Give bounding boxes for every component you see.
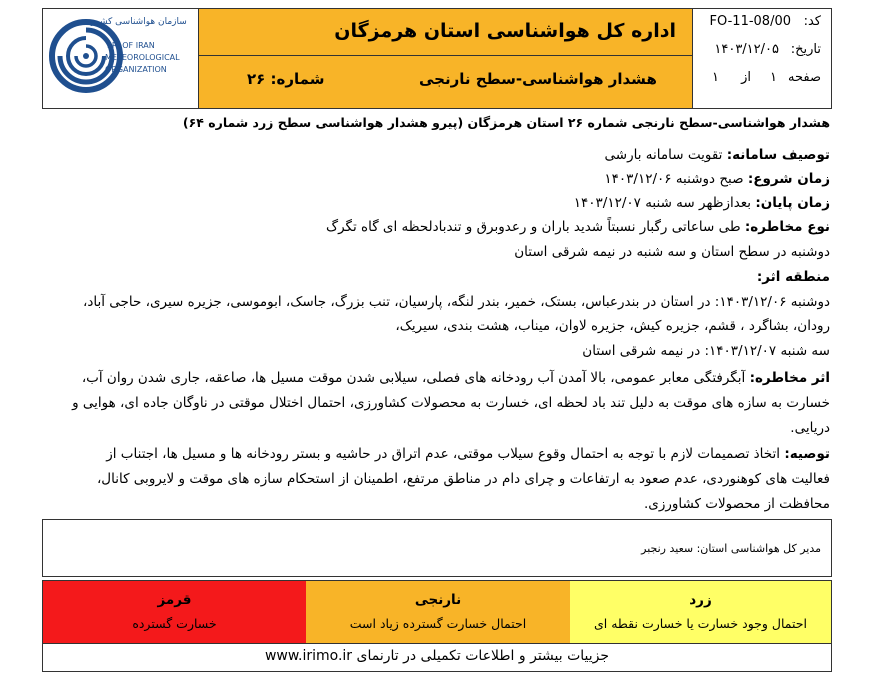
legend-red-name: قرمز bbox=[157, 592, 192, 608]
end-row bbox=[574, 195, 830, 211]
hazard-label: نوع مخاطره: bbox=[744, 219, 830, 235]
hazard-value: طی ساعاتی رگبار نسبتاً شدید باران و رعدوبرق و تندبادلحظه ای گاه تگرگ bbox=[325, 219, 741, 235]
legend-red-desc: خسارت گسترده bbox=[132, 616, 217, 631]
hazard-row bbox=[326, 219, 830, 235]
start-row bbox=[604, 171, 830, 187]
code-value: FO-11-08/00 bbox=[709, 14, 791, 29]
legend-yellow-name: زرد bbox=[689, 592, 712, 608]
page-of: از bbox=[741, 70, 751, 85]
footer bbox=[42, 644, 832, 672]
title-cell bbox=[198, 9, 693, 108]
number-label: شماره: bbox=[270, 70, 325, 88]
legend-yellow-desc: احتمال وجود خسارت یا خسارت نقطه ای bbox=[593, 616, 807, 631]
logo-en-line1: I.R. OF IRAN bbox=[107, 41, 155, 50]
effects-line3: دریایی. bbox=[790, 420, 830, 436]
effects-row bbox=[82, 370, 830, 386]
system-value: تقویت سامانه بارشی bbox=[604, 147, 723, 163]
advice-line2: فعالیت های کوهنوردی، عدم صعود به ارتفاعات و چرای دام در مناطق مرتفع، اطمینان از استحکام سازه های موقت و لایروبی کانال، bbox=[96, 471, 830, 487]
logo-en-line2: METEOROLOGICAL bbox=[105, 53, 180, 62]
warning-number bbox=[247, 70, 324, 88]
legend-yellow bbox=[570, 581, 831, 643]
legend-red bbox=[43, 581, 307, 643]
signature-box bbox=[42, 519, 832, 577]
legend-orange-name: نارنجی bbox=[414, 592, 462, 608]
effects-line1: آبگرفتگی معابر عمومی، بالا آمدن آب رودخانه های فصلی، سیلابی شدن موقت مسیل ها، صاعقه، جاری شدن روان آب، bbox=[81, 370, 746, 386]
date-label: تاریخ: bbox=[790, 42, 821, 57]
advice-line1: اتخاذ تصمیمات لازم با توجه به احتمال وقوع سیلاب موقتی، عدم اتراق در حاشیه و بستر رودخانه ها و مسیل ها، اجتناب از bbox=[106, 446, 781, 462]
number-value: ۲۶ bbox=[247, 70, 266, 88]
date-value: ۱۴۰۳/۱۲/۰۵ bbox=[714, 42, 779, 57]
footer-text[interactable]: جزییات بیشتر و اطلاعات تکمیلی در تارنمای www.irimo.ir bbox=[264, 648, 610, 664]
advice-label: توصیه: bbox=[784, 446, 830, 462]
header-table bbox=[42, 8, 832, 109]
legend-orange-desc: احتمال خسارت گسترده زیاد است bbox=[349, 616, 527, 631]
org-title: اداره کل هواشناسی استان هرمزگان bbox=[334, 20, 676, 42]
effects-label: اثر مخاطره: bbox=[749, 370, 830, 386]
effects-line2: خسارت به سازه های موقت به دلیل تند باد لحظه ای، خسارت به محصولات کشاورزی، احتمال اختلال موقتی در ناوگان جاده ای، هوایی و bbox=[72, 395, 830, 411]
logo-en-line3: ORGANIZATION bbox=[105, 65, 167, 74]
signature-text: مدیر کل هواشناسی استان: سعید رنجبر bbox=[641, 542, 821, 555]
page-total: ۱ bbox=[712, 70, 719, 85]
legend-orange bbox=[306, 581, 571, 643]
headline: هشدار هواشناسی-سطح نارنجی شماره ۲۶ استان هرمزگان (پیرو هشدار هواشناسی سطح زرد شماره ۶۴) bbox=[182, 115, 830, 130]
system-row bbox=[605, 147, 830, 163]
page-label: صفحه bbox=[788, 70, 821, 85]
page-current: ۱ bbox=[770, 70, 777, 85]
code-label: کد: bbox=[803, 14, 821, 29]
area-line3: سه شنبه ۱۴۰۳/۱۲/۰۷: در نیمه شرقی استان bbox=[582, 343, 830, 359]
area-line1: دوشنبه ۱۴۰۳/۱۲/۰۶: در استان در بندرعباس، بستک، خمیر، بندر لنگه، پارسیان، تنب بزرگ، جاسک، ابوموسی، جزیره سیری، حاجی آباد، bbox=[82, 294, 830, 310]
system-label: توصیف سامانه: bbox=[726, 147, 830, 163]
severity-legend bbox=[42, 580, 832, 644]
warning-title: هشدار هواشناسی-سطح نارنجی bbox=[419, 70, 657, 88]
area-line2: رودان، بشاگرد ، قشم، جزیره کیش، جزیره لاوان، میناب، هشت بندی، سیریک، bbox=[395, 318, 830, 334]
hazard-line2: دوشنبه در سطح استان و سه شنبه در نیمه شرقی استان bbox=[514, 244, 830, 260]
start-value: صبح دوشنبه ۱۴۰۳/۱۲/۰۶ bbox=[604, 171, 744, 187]
title-divider bbox=[199, 55, 692, 56]
logo-fa-text: سازمان هواشناسی کشور bbox=[91, 17, 187, 27]
area-label: منطقه اثر: bbox=[756, 269, 830, 285]
logo-cell bbox=[43, 9, 187, 108]
advice-row bbox=[106, 446, 830, 462]
meta-cell bbox=[693, 9, 831, 108]
end-label: زمان پایان: bbox=[755, 195, 830, 211]
end-value: بعدازظهر سه شنبه ۱۴۰۳/۱۲/۰۷ bbox=[573, 195, 752, 211]
advice-line3: محافظت از محصولات کشاورزی. bbox=[643, 496, 830, 512]
start-label: زمان شروع: bbox=[747, 171, 830, 187]
